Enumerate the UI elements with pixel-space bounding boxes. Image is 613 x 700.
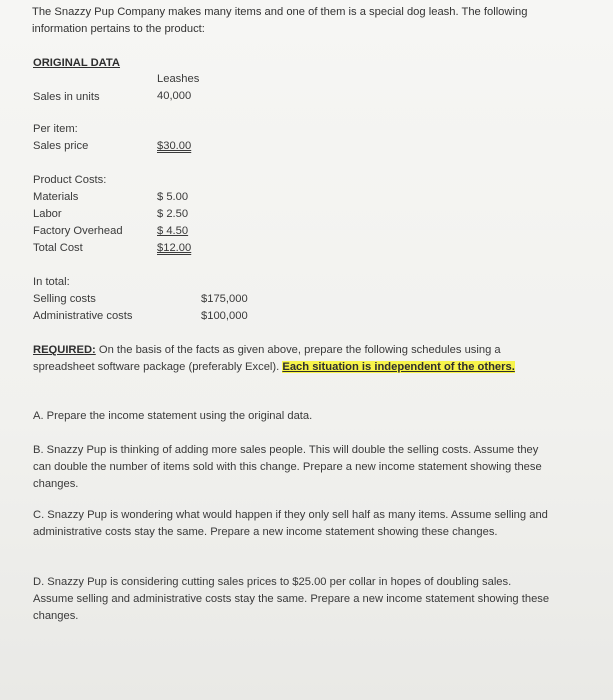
product-costs-label: Product Costs: xyxy=(33,174,107,186)
required-paragraph xyxy=(33,342,553,376)
sales-price-value: $30.00 xyxy=(157,140,192,152)
original-data-heading: ORIGINAL DATA xyxy=(33,57,121,69)
situation-c: C. Snazzy Pup is wondering what would happen if they only sell half as many items. Assume selling and administrative costs stay the same. Prepare a new income statement showing these changes. xyxy=(33,509,548,538)
administrative-costs-label: Administrative costs xyxy=(33,310,133,322)
sales-units-value: 40,000 xyxy=(157,90,192,102)
required-label: REQUIRED: xyxy=(33,344,96,356)
selling-costs-label: Selling costs xyxy=(33,293,96,305)
situation-b: B. Snazzy Pup is thinking of adding more sales people. This will double the selling costs. Assume they can double the number of items sold with this change. Prepare a new income statement showing these changes. xyxy=(33,444,542,490)
per-item-label: Per item: xyxy=(33,123,78,135)
administrative-costs-value: $100,000 xyxy=(201,310,248,322)
required-text: On the basis of the facts as given above, prepare the following schedules using a spreadsheet software package (preferably Excel). xyxy=(33,344,501,373)
leashes-column-header: Leashes xyxy=(157,73,200,85)
selling-costs-value: $175,000 xyxy=(201,293,248,305)
intro-text: The Snazzy Pup Company makes many items and one of them is a special dog leash. The following information pertains to the product: xyxy=(32,6,528,35)
sales-units-label: Sales in units xyxy=(33,91,100,103)
materials-label: Materials xyxy=(33,191,79,203)
total-cost-label: Total Cost xyxy=(33,242,83,254)
situation-d: D. Snazzy Pup is considering cutting sales prices to $25.00 per collar in hopes of doubling sales. Assume selling and administrative costs stay the same. Prepare a new income statement showing these changes. xyxy=(33,576,550,622)
independent-highlight: Each situation is independent of the others. xyxy=(282,361,515,373)
sales-price-label: Sales price xyxy=(33,140,89,152)
labor-value: $ 2.50 xyxy=(157,208,189,220)
total-cost-value: $12.00 xyxy=(157,242,192,254)
factory-overhead-label: Factory Overhead xyxy=(33,225,123,237)
situation-a: A. Prepare the income statement using the original data. xyxy=(33,410,313,422)
in-total-label: In total: xyxy=(33,276,70,288)
factory-overhead-value: $ 4.50 xyxy=(157,225,189,237)
materials-value: $ 5.00 xyxy=(157,191,189,203)
labor-label: Labor xyxy=(33,208,62,220)
